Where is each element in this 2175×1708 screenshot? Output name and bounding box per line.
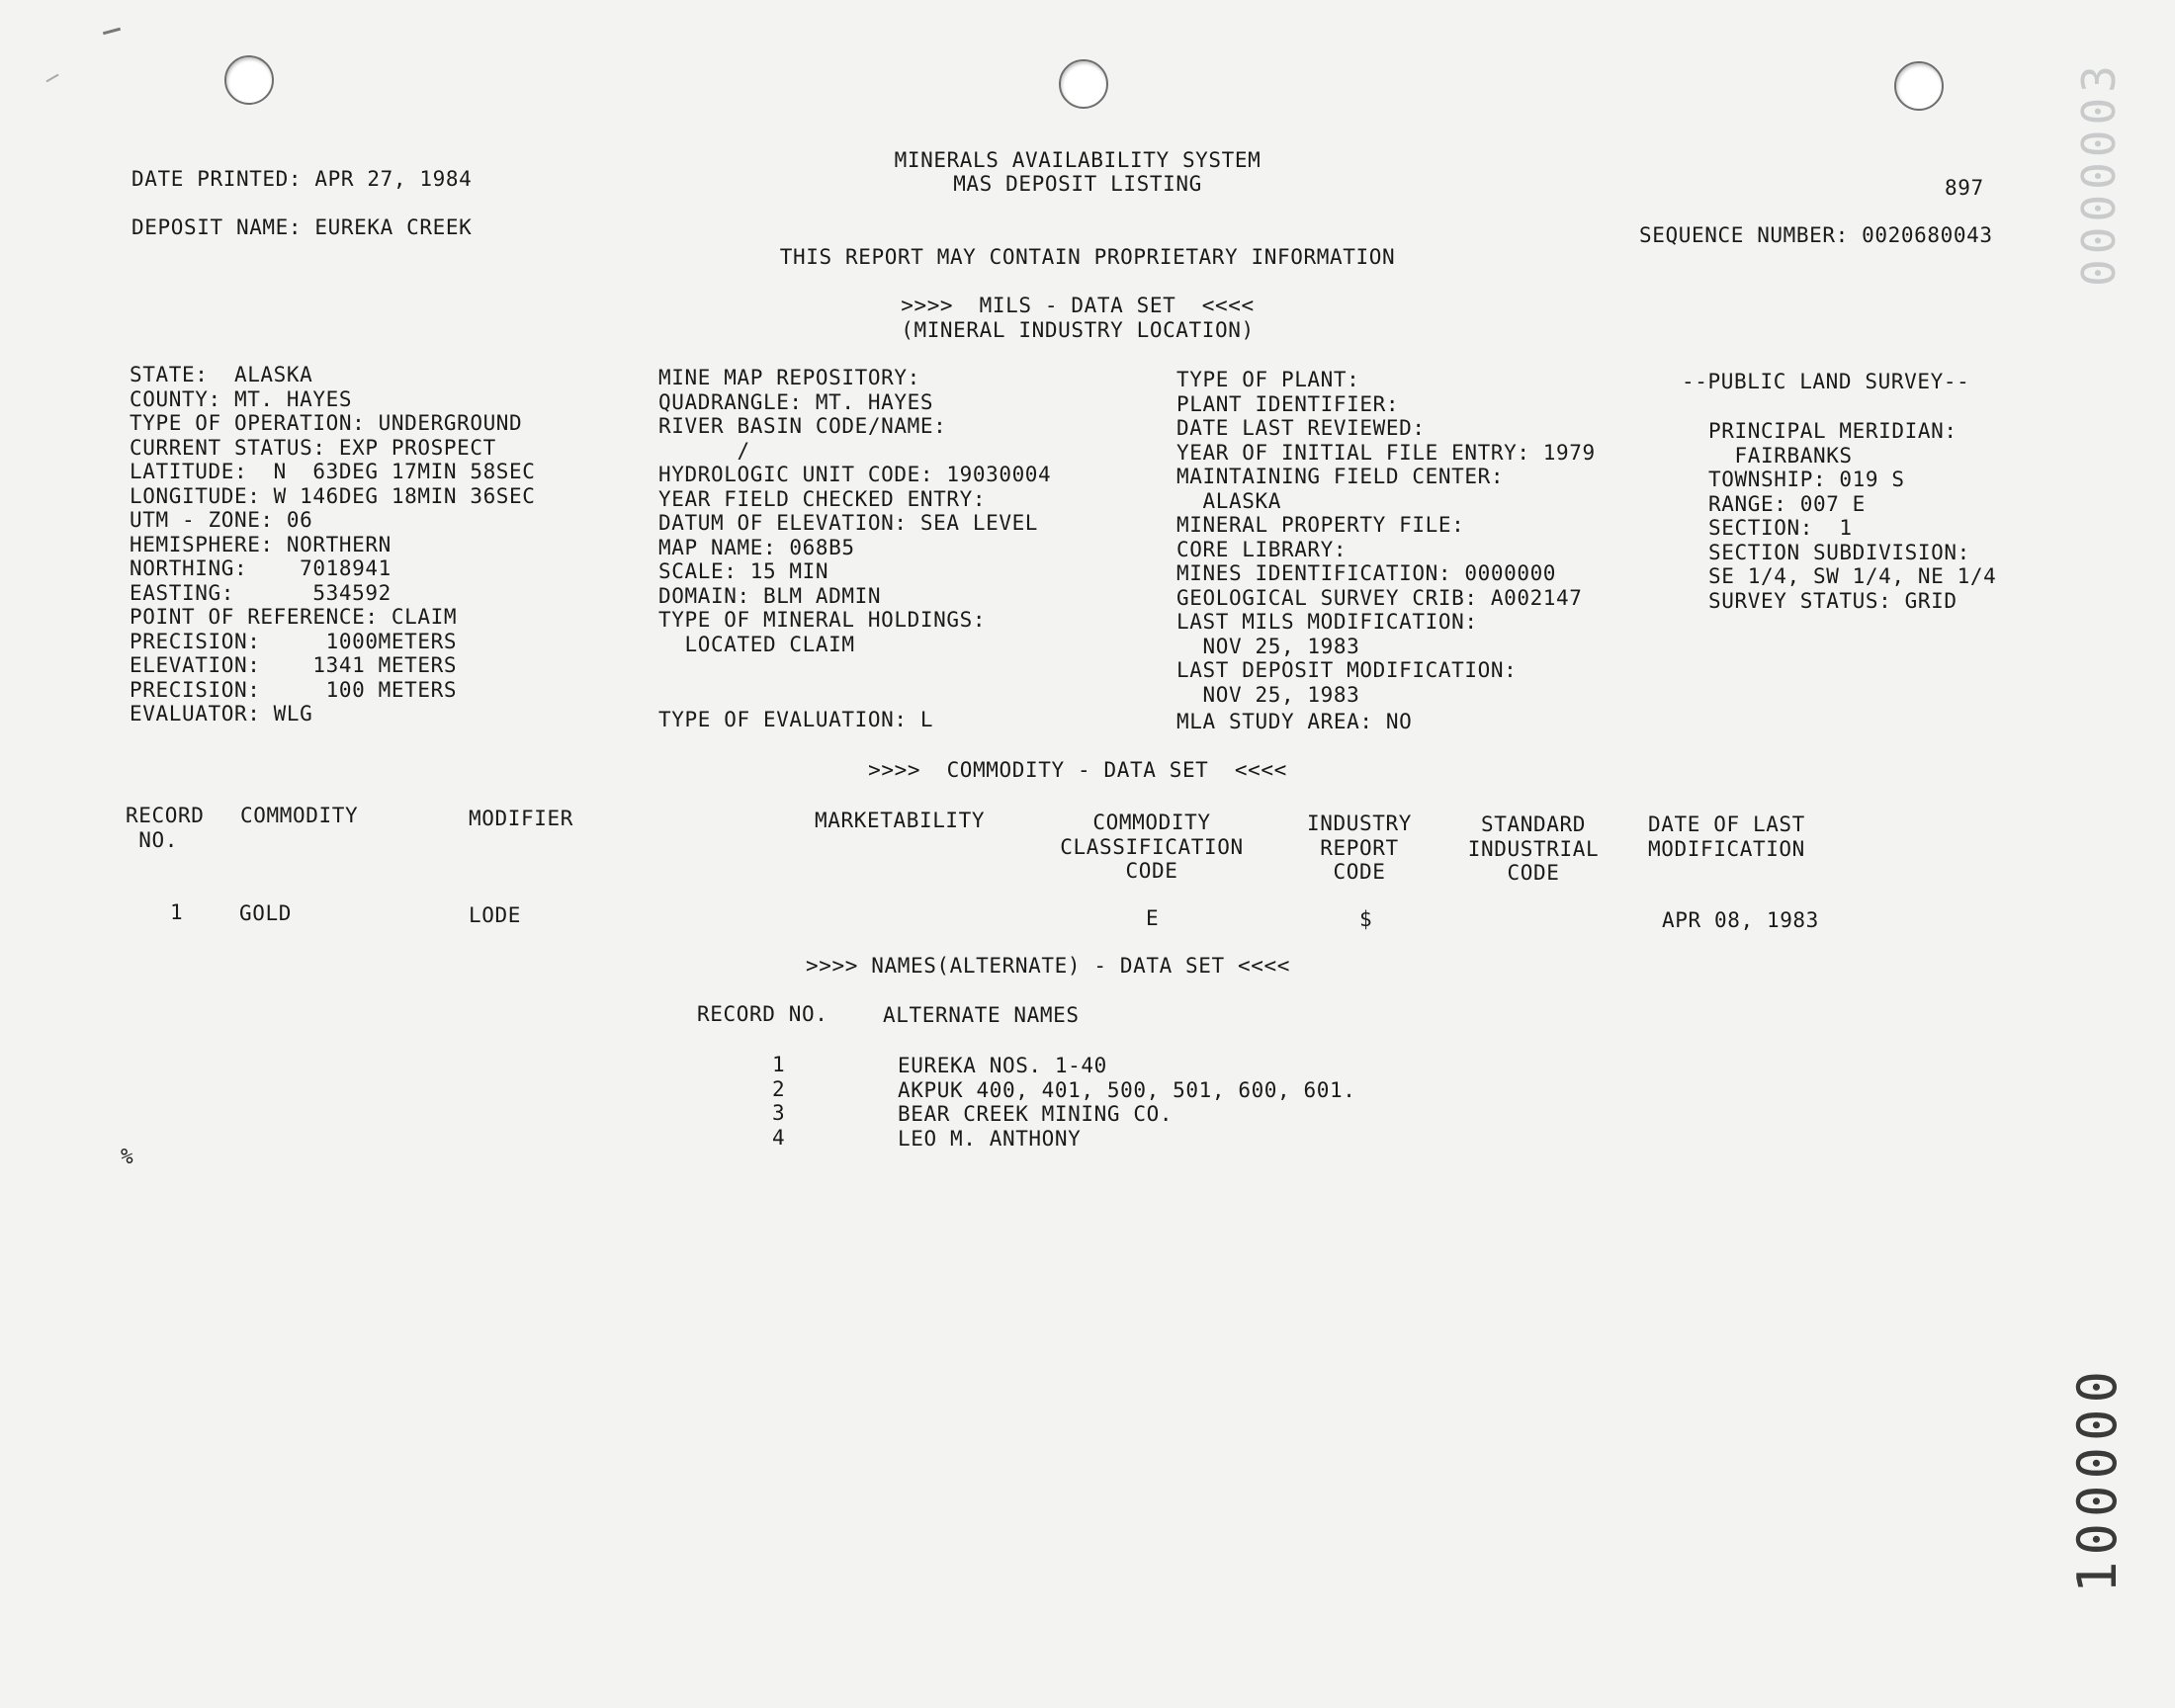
- mils-field: NOV 25, 1983: [1176, 634, 1360, 658]
- mils-field: RIVER BASIN CODE/NAME:: [658, 414, 947, 438]
- survey-field: SURVEY STATUS: GRID: [1708, 588, 1958, 613]
- mils-field: MINERAL PROPERTY FILE:: [1176, 513, 1465, 537]
- cell-record-no: 1: [170, 900, 184, 924]
- mils-field: LOCATED CLAIM: [658, 632, 855, 656]
- mils-field: PLANT IDENTIFIER:: [1176, 391, 1400, 416]
- date-printed: DATE PRINTED: APR 27, 1984: [131, 167, 473, 191]
- mils-field: NOV 25, 1983: [1176, 682, 1360, 707]
- stamp-top-right: 0000003: [2072, 60, 2126, 287]
- footer-percent-mark: %: [121, 1145, 134, 1168]
- survey-field: SECTION: 1: [1708, 516, 1853, 540]
- mils-field: TYPE OF EVALUATION: L: [658, 708, 934, 731]
- survey-field: TOWNSHIP: 019 S: [1708, 468, 1905, 491]
- col-header-record-no: RECORD NO.: [126, 804, 205, 852]
- survey-field: RANGE: 007 E: [1708, 491, 1866, 516]
- mils-field: SCALE: 15 MIN: [658, 559, 829, 583]
- mils-field: GEOLOGICAL SURVEY CRIB: A002147: [1176, 585, 1583, 610]
- col-header-date-last-modification: DATE OF LAST MODIFICATION: [1648, 812, 1805, 861]
- col-header-classification: COMMODITY CLASSIFICATION CODE: [1060, 811, 1244, 883]
- mils-field: EVALUATOR: WLG: [130, 702, 313, 726]
- deposit-name: DEPOSIT NAME: EUREKA CREEK: [131, 215, 473, 239]
- mils-field: MINES IDENTIFICATION: 0000000: [1176, 561, 1557, 585]
- mils-field: DATE LAST REVIEWED:: [1176, 416, 1426, 440]
- list-item-name: EUREKA NOS. 1-40: [898, 1054, 1107, 1077]
- cell-classification: E: [1146, 906, 1160, 930]
- stray-mark: [103, 28, 121, 36]
- mils-field: HEMISPHERE: NORTHERN: [130, 532, 392, 556]
- mils-field: MAP NAME: 068B5: [658, 535, 855, 559]
- col-header-industry-report: INDUSTRY REPORT CODE: [1307, 811, 1412, 884]
- cell-modifier: LODE: [469, 903, 521, 927]
- stamp-bottom-right: 100000: [2066, 1364, 2129, 1593]
- mils-field: COUNTY: MT. HAYES: [130, 386, 353, 411]
- mils-field: PRECISION: 100 METERS: [130, 677, 458, 702]
- proprietary-notice: THIS REPORT MAY CONTAIN PROPRIETARY INFORMATION: [779, 245, 1396, 269]
- mils-field: QUADRANGLE: MT. HAYES: [658, 389, 934, 414]
- binder-hole-left: [224, 55, 274, 105]
- names-title: >>>> NAMES(ALTERNATE) - DATA SET <<<<: [806, 954, 1290, 978]
- mils-field: TYPE OF OPERATION: UNDERGROUND: [130, 411, 523, 435]
- mils-field: YEAR FIELD CHECKED ENTRY:: [658, 486, 987, 511]
- mils-field: STATE: ALASKA: [130, 363, 313, 386]
- cell-industry-report: $: [1359, 907, 1373, 931]
- mils-field: PRECISION: 1000METERS: [130, 629, 458, 653]
- col-header-modifier: MODIFIER: [469, 807, 573, 830]
- mils-field: /: [658, 438, 750, 463]
- survey-field: FAIRBANKS: [1708, 443, 1853, 468]
- mils-field: DATUM OF ELEVATION: SEA LEVEL: [658, 511, 1039, 535]
- mils-field: MLA STUDY AREA: NO: [1176, 710, 1413, 733]
- list-item-name: AKPUK 400, 401, 500, 501, 600, 601.: [898, 1078, 1356, 1102]
- list-item-no: 3: [772, 1101, 786, 1125]
- col-header-marketability: MARKETABILITY: [815, 809, 986, 832]
- listing-title: MAS DEPOSIT LISTING: [953, 172, 1202, 196]
- cell-commodity: GOLD: [239, 901, 292, 925]
- mils-field: YEAR OF INITIAL FILE ENTRY: 1979: [1176, 440, 1596, 465]
- mils-field: ALASKA: [1176, 488, 1281, 513]
- mils-field: TYPE OF PLANT:: [1176, 368, 1360, 391]
- list-item-no: 1: [772, 1053, 786, 1076]
- list-item-no: 4: [772, 1126, 786, 1150]
- mils-field: MAINTAINING FIELD CENTER:: [1176, 465, 1505, 488]
- public-land-survey-heading: --PUBLIC LAND SURVEY--: [1682, 370, 1970, 393]
- mils-field: ELEVATION: 1341 METERS: [130, 653, 458, 677]
- mils-field: DOMAIN: BLM ADMIN: [658, 583, 882, 608]
- mils-field: EASTING: 534592: [130, 580, 392, 605]
- list-item-name: LEO M. ANTHONY: [898, 1127, 1082, 1151]
- mils-field: NORTHING: 7018941: [130, 556, 392, 580]
- mils-field: MINE MAP REPOSITORY:: [658, 366, 920, 389]
- survey-field: PRINCIPAL MERIDIAN:: [1708, 419, 1958, 443]
- binder-hole-center: [1059, 59, 1108, 109]
- list-item-name: BEAR CREEK MINING CO.: [898, 1102, 1174, 1126]
- mils-field: LATITUDE: N 63DEG 17MIN 58SEC: [130, 460, 536, 483]
- mils-field: UTM - ZONE: 06: [130, 508, 313, 532]
- mils-field: CURRENT STATUS: EXP PROSPECT: [130, 435, 496, 460]
- mils-field: TYPE OF MINERAL HOLDINGS:: [658, 608, 987, 632]
- col-header-commodity: COMMODITY: [240, 804, 359, 827]
- mils-field: CORE LIBRARY:: [1176, 537, 1348, 561]
- list-item-no: 2: [772, 1077, 786, 1101]
- mils-field: LAST MILS MODIFICATION:: [1176, 610, 1478, 634]
- survey-field: SE 1/4, SW 1/4, NE 1/4: [1708, 564, 1997, 588]
- page-number: 897: [1945, 176, 1984, 200]
- commodity-title: >>>> COMMODITY - DATA SET <<<<: [868, 758, 1287, 782]
- names-header-record-no: RECORD NO.: [697, 1002, 828, 1026]
- system-title: MINERALS AVAILABILITY SYSTEM: [894, 148, 1262, 172]
- mils-field: HYDROLOGIC UNIT CODE: 19030004: [658, 463, 1052, 486]
- survey-field: SECTION SUBDIVISION:: [1708, 540, 1970, 564]
- mils-field: POINT OF REFERENCE: CLAIM: [130, 605, 458, 629]
- mils-subtitle: (MINERAL INDUSTRY LOCATION): [901, 318, 1255, 342]
- cell-date: APR 08, 1983: [1662, 908, 1819, 932]
- sequence-number: SEQUENCE NUMBER: 0020680043: [1639, 223, 1993, 247]
- mils-field: LONGITUDE: W 146DEG 18MIN 36SEC: [130, 483, 536, 508]
- binder-hole-right: [1894, 61, 1944, 111]
- names-header-alternate-names: ALTERNATE NAMES: [883, 1003, 1080, 1027]
- mils-field: LAST DEPOSIT MODIFICATION:: [1176, 658, 1518, 682]
- col-header-standard-industrial: STANDARD INDUSTRIAL CODE: [1467, 812, 1600, 885]
- stray-mark: [45, 74, 58, 83]
- mils-title: >>>> MILS - DATA SET <<<<: [901, 294, 1255, 317]
